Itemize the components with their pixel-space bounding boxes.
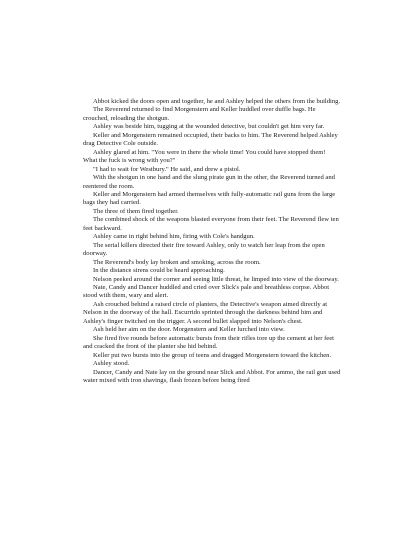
- paragraph: Keller and Morgenstern remained occupied, their backs to him. The Reverend helped Ashley drag Detective Cole outside.: [83, 131, 338, 148]
- paragraph: Ashley stood.: [93, 360, 130, 368]
- paragraph: Nate, Candy and Dancer huddled and cried over Slick's pale and breathless corpse. Abbot stood with them, wary and alert.: [83, 283, 330, 300]
- paragraph: Abbot kicked the doors open and together, he and Ashley helped the others from the building.: [93, 98, 341, 105]
- paragraph: Nelson peeked around the corner and seeing little threat, he limped into view of the doorway.: [93, 275, 339, 283]
- paragraph: She fired five rounds before automatic bursts from their rifles tore up the cement at her feet and cracked the front of the planter she hid behind.: [83, 334, 334, 351]
- paragraph: Ash held her aim on the door. Morgenstern and Keller lurched into view.: [93, 326, 285, 334]
- paragraph: In the distance sirens could be heard approaching.: [93, 267, 225, 275]
- paragraph: The Reverend returned to find Morgenstern and Keller huddled over duffle bags. He crouched, reloading the shotgun.: [83, 106, 316, 122]
- paragraph: Ashley came in right behind him, firing with Cole's handgun.: [93, 233, 255, 241]
- paragraph: Ashley glared at him. "You were in there the whole time! You could have stopped them! What the fuck is wrong with you?": [83, 148, 326, 165]
- paragraph: With the shotgun in one hand and the slung pirate gun in the other, the Reverend turned and reentered the room.: [83, 174, 335, 190]
- paragraph: "I had to wait for Westbury." He said, and drew a pistol.: [93, 165, 241, 173]
- body-text: [83, 98, 341, 385]
- paragraph: The Reverend's body lay broken and smoking, across the room.: [93, 258, 261, 266]
- paragraph: The serial killers directed their fire toward Ashley, only to watch her leap from the open doorway.: [83, 241, 325, 258]
- paragraph: Dancer, Candy and Nate lay on the ground near Slick and Abbot. For ammo, the rail gun used water mixed with iron shavings, flash frozen before being fired: [83, 368, 341, 384]
- paragraph: Keller put two bursts into the group of teens and dragged Morgenstern toward the kitchen.: [93, 351, 332, 359]
- paragraph: Ash crouched behind a raised circle of planters, the Detective's weapon aimed directly at Nelson in the doorway of the hall. Escurrido sprinted through the darkness behind him and Ashley's finger twitched on the trigger. A second bullet slapped into Nelson's chest.: [83, 300, 328, 325]
- paragraph: Keller and Morgenstern had armed themselves with fully-automatic rail guns from the large bags they had carried.: [83, 190, 336, 207]
- paragraph: The combined shock of the weapons blasted everyone from their feet. The Reverend flew ten feet backward.: [83, 216, 339, 232]
- paragraph: The three of them fired together.: [93, 207, 179, 215]
- paragraph: Ashley was beside him, tugging at the wounded detective, but couldn't get him very far.: [93, 123, 325, 131]
